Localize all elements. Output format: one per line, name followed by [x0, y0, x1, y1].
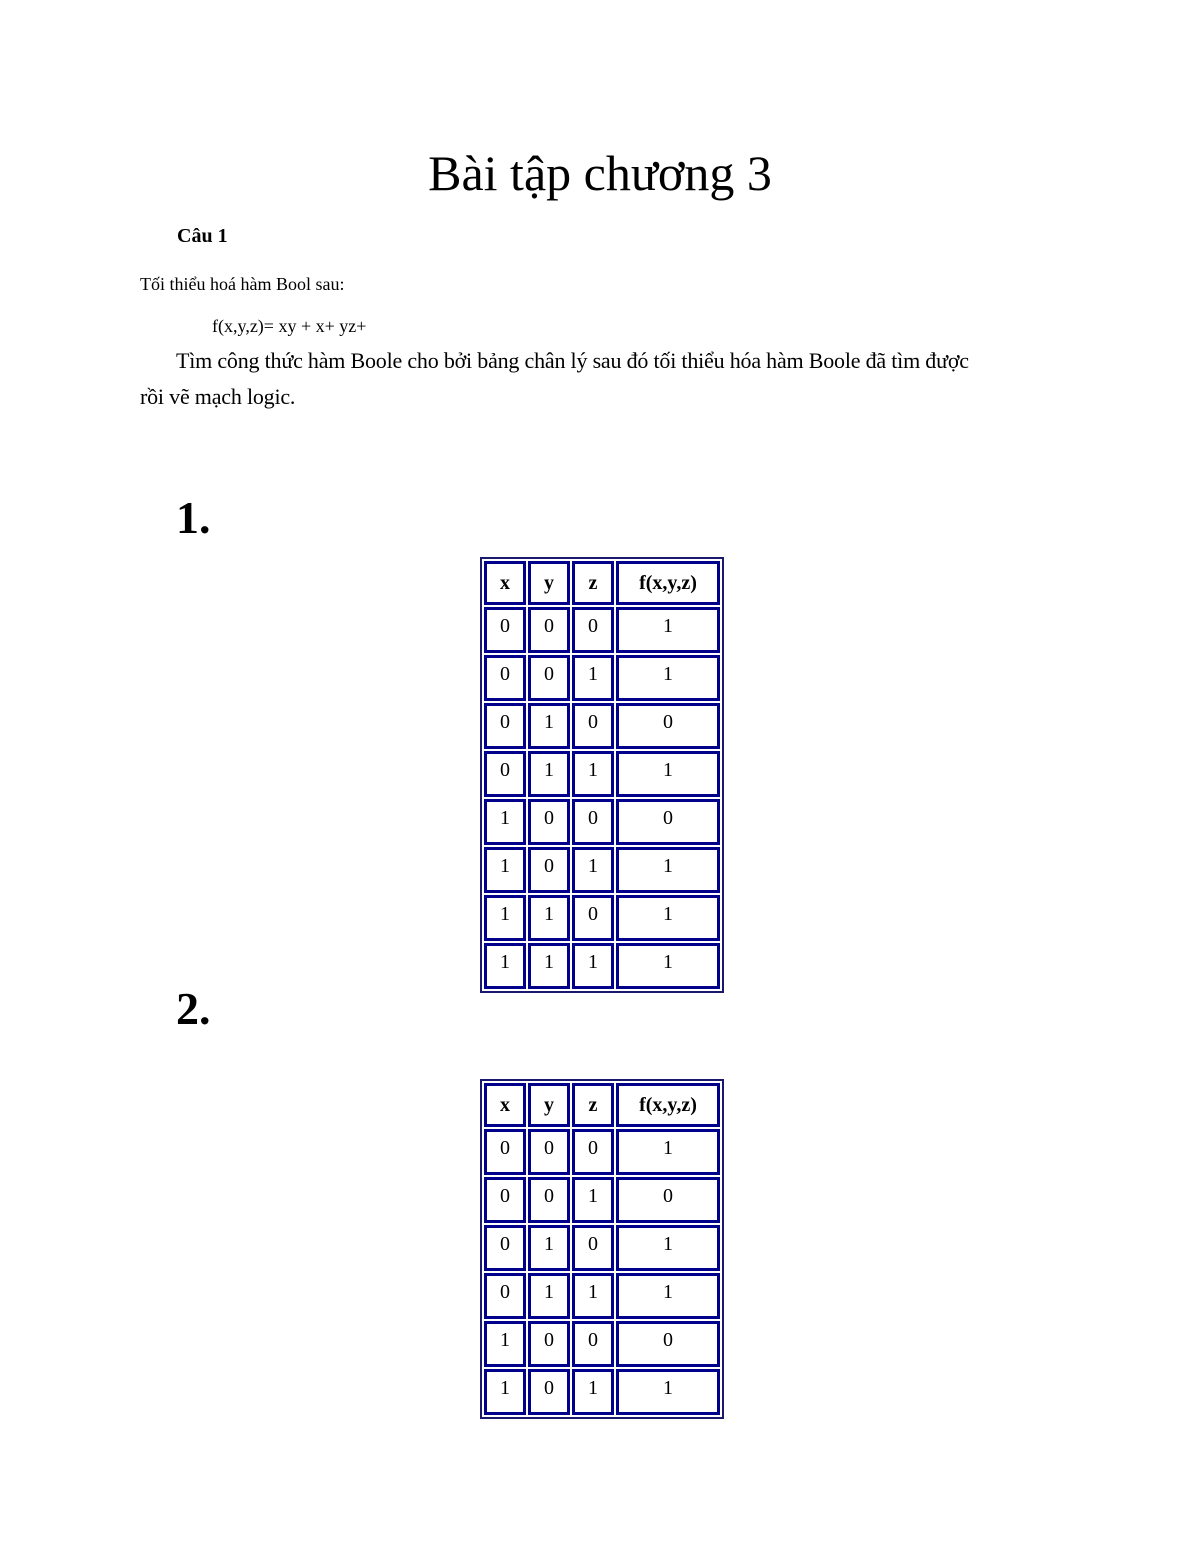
column-header: z — [572, 561, 614, 605]
table-cell: 0 — [528, 607, 570, 653]
table-cell: 0 — [616, 1177, 720, 1223]
table-cell: 0 — [528, 1369, 570, 1415]
table-cell: 1 — [528, 751, 570, 797]
table-row — [484, 607, 720, 653]
table-row — [484, 943, 720, 989]
table-cell: 0 — [572, 1129, 614, 1175]
table-cell: 0 — [484, 607, 526, 653]
column-header: x — [484, 1083, 526, 1127]
table-cell: 1 — [528, 943, 570, 989]
table-cell: 1 — [572, 655, 614, 701]
table-cell: 0 — [572, 895, 614, 941]
table-row — [484, 1369, 720, 1415]
table-cell: 0 — [616, 1321, 720, 1367]
table-cell: 1 — [616, 1369, 720, 1415]
table-cell: 0 — [616, 703, 720, 749]
table-row — [484, 847, 720, 893]
table-cell: 1 — [528, 1225, 570, 1271]
table-cell: 1 — [528, 895, 570, 941]
question-label: Câu 1 — [177, 225, 228, 247]
table-cell: 1 — [616, 607, 720, 653]
intro-text: Tối thiểu hoá hàm Bool sau: — [140, 274, 345, 294]
table-cell: 0 — [484, 1225, 526, 1271]
table-header-row — [484, 561, 720, 605]
formula-text: f(x,y,z)= xy + x+ yz+ — [212, 316, 367, 336]
column-header: y — [528, 561, 570, 605]
table-cell: 1 — [528, 703, 570, 749]
column-header: z — [572, 1083, 614, 1127]
table-row — [484, 799, 720, 845]
table-header-row — [484, 1083, 720, 1127]
table-cell: 0 — [528, 847, 570, 893]
table-cell: 1 — [616, 943, 720, 989]
table-row — [484, 1273, 720, 1319]
table-cell: 1 — [572, 751, 614, 797]
table-cell: 1 — [484, 1321, 526, 1367]
exercise-number-1: 1. — [176, 492, 211, 543]
table-row — [484, 895, 720, 941]
exercise-number-2: 2. — [176, 983, 211, 1034]
table-cell: 0 — [528, 1177, 570, 1223]
table-cell: 1 — [484, 799, 526, 845]
table-row — [484, 655, 720, 701]
table-cell: 0 — [484, 1129, 526, 1175]
table-cell: 1 — [484, 847, 526, 893]
table-cell: 0 — [616, 799, 720, 845]
table-cell: 0 — [484, 1273, 526, 1319]
table-cell: 1 — [528, 1273, 570, 1319]
table-cell: 1 — [484, 895, 526, 941]
column-header: x — [484, 561, 526, 605]
table-cell: 0 — [484, 751, 526, 797]
table-cell: 1 — [616, 1225, 720, 1271]
instruction-line-2: rồi vẽ mạch logic. — [140, 384, 296, 409]
table-cell: 1 — [616, 655, 720, 701]
table-cell: 1 — [572, 847, 614, 893]
table-cell: 1 — [572, 1273, 614, 1319]
table-row — [484, 751, 720, 797]
table-cell: 0 — [484, 1177, 526, 1223]
table-row — [484, 1177, 720, 1223]
table-cell: 0 — [572, 799, 614, 845]
table-cell: 1 — [616, 847, 720, 893]
page-title: Bài tập chương 3 — [428, 145, 772, 201]
table-cell: 0 — [572, 1225, 614, 1271]
table-cell: 0 — [572, 607, 614, 653]
table-cell: 0 — [572, 1321, 614, 1367]
table-cell: 1 — [572, 1177, 614, 1223]
column-header: f(x,y,z) — [616, 1083, 720, 1127]
column-header: f(x,y,z) — [616, 561, 720, 605]
table-cell: 0 — [528, 655, 570, 701]
table-row — [484, 1321, 720, 1367]
table-cell: 0 — [572, 703, 614, 749]
instruction-line-1: Tìm công thức hàm Boole cho bởi bảng chân lý sau đó tối thiểu hóa hàm Boole đã tìm được — [176, 348, 969, 373]
table-cell: 1 — [484, 943, 526, 989]
table-row — [484, 1225, 720, 1271]
table-cell: 1 — [616, 1129, 720, 1175]
column-header: y — [528, 1083, 570, 1127]
table-row — [484, 1129, 720, 1175]
table-cell: 0 — [484, 703, 526, 749]
table-cell: 1 — [572, 1369, 614, 1415]
table-cell: 1 — [616, 895, 720, 941]
table-cell: 0 — [484, 655, 526, 701]
table-cell: 0 — [528, 1129, 570, 1175]
truth-table-2 — [480, 1079, 724, 1419]
table-row — [484, 703, 720, 749]
truth-table-1 — [480, 557, 724, 993]
table-cell: 1 — [616, 751, 720, 797]
table-cell: 1 — [484, 1369, 526, 1415]
table-cell: 0 — [528, 799, 570, 845]
table-cell: 1 — [616, 1273, 720, 1319]
table-cell: 1 — [572, 943, 614, 989]
table-cell: 0 — [528, 1321, 570, 1367]
